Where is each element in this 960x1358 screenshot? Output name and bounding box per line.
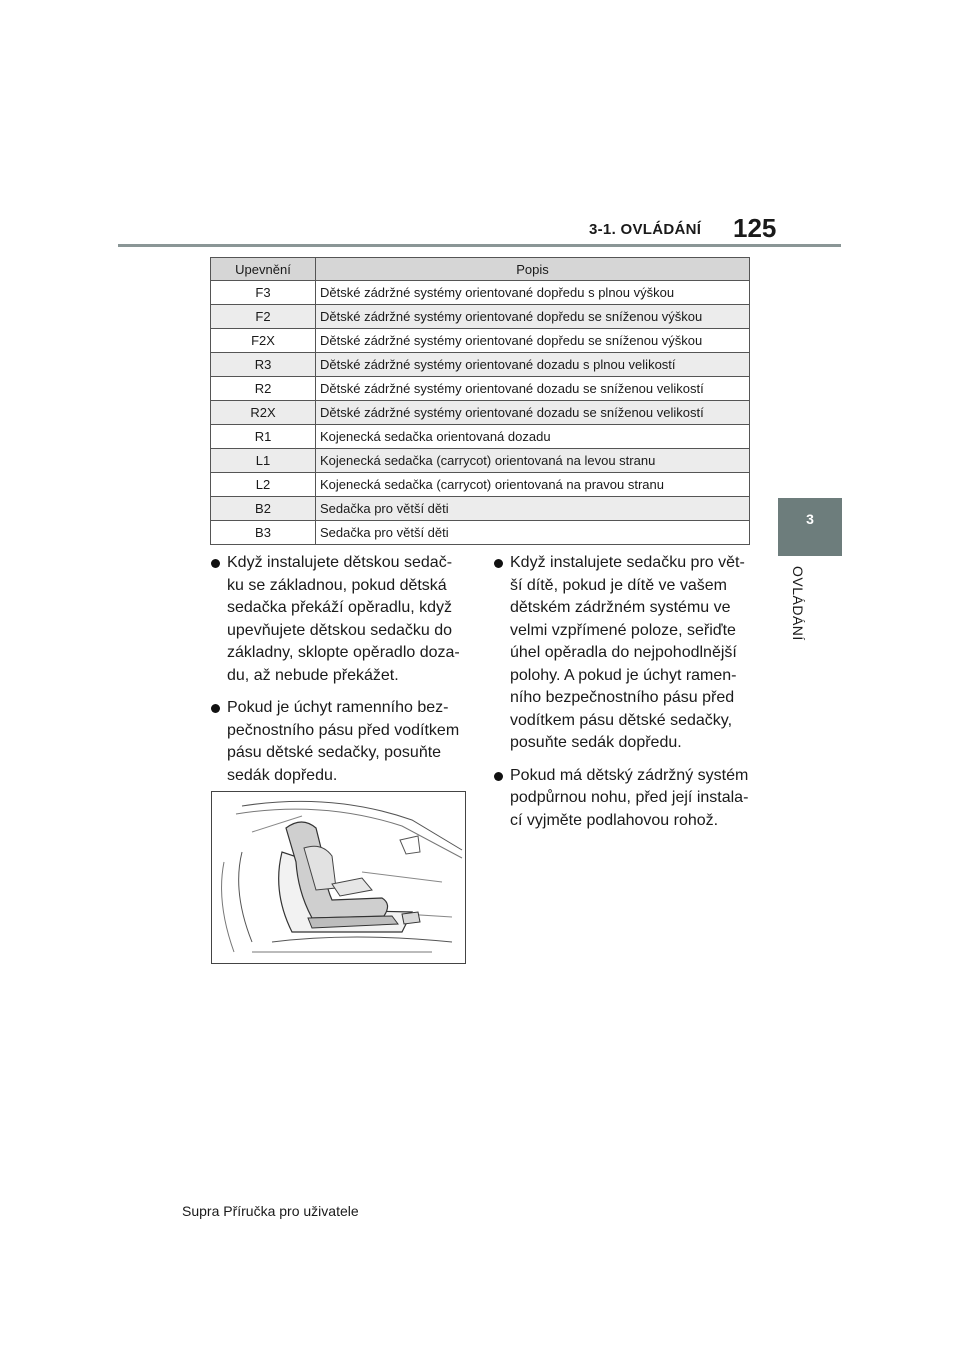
fixation-code-cell: L2 (211, 473, 316, 497)
table-row (211, 497, 750, 521)
table-row (211, 521, 750, 545)
fixation-code-cell: B2 (211, 497, 316, 521)
chapter-number: 3 (806, 511, 814, 527)
table-header-row (211, 258, 750, 281)
table-row (211, 377, 750, 401)
description-cell: Dětské zádržné systémy orientované dozadu se sníženou velikostí (316, 401, 750, 425)
column-header: Upevnění (211, 258, 316, 281)
fixation-code-cell: F2X (211, 329, 316, 353)
fixation-table (210, 257, 750, 545)
fixation-code-cell: L1 (211, 449, 316, 473)
description-cell: Kojenecká sedačka (carrycot) orientovaná na levou stranu (316, 449, 750, 473)
column-header: Popis (316, 258, 750, 281)
fixation-code-cell: F3 (211, 281, 316, 305)
fixation-code-cell: F2 (211, 305, 316, 329)
description-cell: Kojenecká sedačka orientovaná dozadu (316, 425, 750, 449)
description-cell: Sedačka pro větší děti (316, 497, 750, 521)
description-cell: Dětské zádržné systémy orientované dopředu s plnou výškou (316, 281, 750, 305)
bullet-icon (211, 704, 220, 713)
list-item-text: Pokud je úchyt ramenního bez-pečnostního pásu před vodítkem pásu dětské sedačky, posuňte sedák dopředu. (227, 699, 460, 784)
list-item-text: Když instalujete dětskou sedač-ku se základnou, pokud dětská sedačka překáží opěradlu, když upevňujete dětskou sedačku do základny, sklopte opěradlo doza-du, až nebude překážet. (227, 554, 460, 684)
table-row (211, 281, 750, 305)
list-item (494, 765, 756, 833)
chapter-tab (778, 498, 842, 556)
description-cell: Dětské zádržné systémy orientované dozadu s plnou velikostí (316, 353, 750, 377)
chapter-label: OVLÁDÁNÍ (790, 566, 806, 641)
list-item (211, 552, 467, 687)
table-row (211, 449, 750, 473)
list-item (211, 697, 467, 787)
fixation-code-cell: B3 (211, 521, 316, 545)
list-item-text: Když instalujete sedačku pro vět-ší dítě, pokud je dítě ve vašem dětském zádržném systému ve velmi vzpřímené poloze, seřiďte úhel opěradla do nejpohodlnější polohy. A pokud je úchyt ramen-ního bezpečnostního pásu před vodítkem pásu dětské sedačky, posuňte sedák dopředu. (510, 554, 745, 751)
table-row (211, 329, 750, 353)
footer-text: Supra Příručka pro uživatele (182, 1203, 359, 1219)
left-column (211, 552, 467, 797)
description-cell: Sedačka pro větší děti (316, 521, 750, 545)
fixation-code-cell: R2 (211, 377, 316, 401)
fixation-code-cell: R1 (211, 425, 316, 449)
header-rule (118, 244, 841, 247)
table-row (211, 401, 750, 425)
description-cell: Dětské zádržné systémy orientované dopředu se sníženou výškou (316, 329, 750, 353)
fixation-code-cell: R3 (211, 353, 316, 377)
table-row (211, 305, 750, 329)
description-cell: Dětské zádržné systémy orientované dopředu se sníženou výškou (316, 305, 750, 329)
right-column (494, 552, 756, 842)
bullet-icon (494, 559, 503, 568)
table-row (211, 473, 750, 497)
bullet-icon (494, 772, 503, 781)
description-cell: Kojenecká sedačka (carrycot) orientovaná na pravou stranu (316, 473, 750, 497)
list-item (494, 552, 756, 755)
list-item-text: Pokud má dětský zádržný systém podpůrnou nohu, před její instala-cí vyjměte podlahovou rohož. (510, 766, 749, 829)
child-seat-illustration (211, 791, 466, 964)
section-title: 3-1. OVLÁDÁNÍ (589, 221, 702, 238)
fixation-code-cell: R2X (211, 401, 316, 425)
car-seat-drawing (212, 792, 465, 963)
table-row (211, 425, 750, 449)
description-cell: Dětské zádržné systémy orientované dozadu se sníženou velikostí (316, 377, 750, 401)
table-row (211, 353, 750, 377)
bullet-icon (211, 559, 220, 568)
page-number: 125 (733, 213, 777, 243)
